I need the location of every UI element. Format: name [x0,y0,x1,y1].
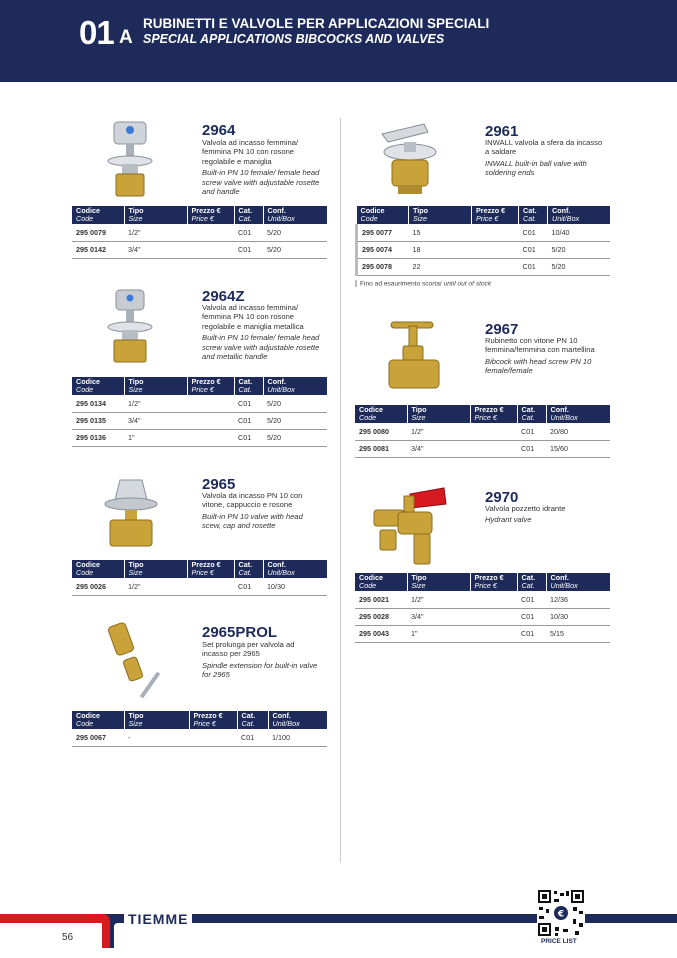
product-code-2965: 2965 [202,476,236,493]
product-table-2965 [72,560,327,596]
table-row: 295 0028 3/4" C01 10/30 [355,608,610,625]
product-code-2967: 2967 [485,321,519,338]
description-it: Valvola ad incasso femmina/ femmina PN 10 con rosone regolabile e maniglia metallica [202,303,304,331]
product-image-2965prol [104,618,172,704]
product-table-2964 [72,206,327,259]
col-cat: Cat. Cat. [234,206,263,224]
table-row: 295 0080 1/2" C01 20/80 [355,423,610,440]
table-row: 295 0079 1/2" C01 5/20 [72,224,327,241]
description-en: Hydrant valve [485,515,532,525]
price-list-label: PRICE LIST [541,938,577,945]
product-image-2964 [100,116,160,202]
description-it: Set prolunga per valvola ad incasso per 2965 [202,640,295,659]
section-number: 01 [79,14,114,51]
description-en: Built-in PN 10 female/ female head screw valve with adjustable rosette and metallic handle [202,333,320,362]
product-table-2967 [355,405,610,458]
qr-code-icon[interactable] [537,889,585,937]
product-image-2970 [370,486,452,570]
table-header: Codice Code Tipo Size Prezzo € Price € Cat. Cat. Conf. Unit/Box [355,405,610,423]
brand-logo: TIEMME [124,911,192,927]
page-header [0,0,677,82]
table-header: Codice Code Tipo Size Prezzo € Price € Cat. Cat. Conf. Unit/Box [357,206,611,224]
product-image-2967 [383,316,447,396]
product-table-2964z [72,377,327,447]
description-it: Valvola ad incasso femmina/ femmina PN 10 con rosone regolabile e maniglia [202,138,299,166]
section-letter: A [119,27,133,48]
table-row: 295 0067 - C01 1/100 [72,729,327,746]
product-code-2970: 2970 [485,489,519,506]
product-code-2961: 2961 [485,123,519,140]
product-description-2965prol [202,640,322,680]
product-image-2964z [100,286,160,370]
description-it: Valvola pozzetto idrante [485,504,566,513]
product-description-2964z [202,303,322,361]
description-en: Spindle extension for built-in valve for 2965 [202,660,318,680]
product-code-2965prol: 2965PROL [202,624,278,641]
table-row: 295 0142 3/4" C01 5/20 [72,241,327,258]
page-number: 56 [62,932,74,943]
table-row: 295 0078 22 C01 5/20 [357,258,611,275]
table-row: 295 0134 1/2" C01 5/20 [72,395,327,412]
page-title-it: RUBINETTI E VALVOLE PER APPLICAZIONI SPECIALI [143,16,490,31]
product-code-2964z: 2964Z [202,288,245,305]
table-row: 295 0021 1/2" C01 12/36 [355,591,610,608]
product-description-2967 [485,336,605,376]
description-it: Rubinetto con vitone PN 10 femmina/femmina con martellina [485,336,595,355]
description-en: INWALL built-in ball valve with soldering ends [485,158,587,178]
svg-text:€: € [557,909,565,920]
table-header: Codice Code Tipo Size Prezzo € Price € Cat. Cat. Conf. Unit/Box [72,377,327,395]
product-description-2970 [485,504,605,525]
table-row: 295 0077 15 C01 10/40 [357,224,611,241]
table-row: 295 0135 3/4" C01 5/20 [72,412,327,429]
table-row: 295 0043 1" C01 5/15 [355,625,610,642]
column-divider [340,118,341,863]
table-row: 295 0136 1" C01 5/20 [72,429,327,446]
product-description-2965 [202,491,322,531]
description-it: INWALL valvola a sfera da incasso a saldare [485,138,603,157]
product-description-2961 [485,138,605,178]
product-code-2964: 2964 [202,122,236,139]
product-table-2970 [355,573,610,643]
col-size: Tipo Size [124,206,187,224]
description-en: Built-in PN 10 valve with head scew, cap and rosette [202,511,303,531]
table-header [72,206,327,224]
description-en: Bibcock with head screw PN 10 female/female [485,356,592,376]
table-row: 295 0081 3/4" C01 15/60 [355,440,610,457]
col-code: Codice Code [72,206,124,224]
table-row: 295 0074 18 C01 5/20 [357,241,611,258]
product-table-2965prol [72,711,327,747]
description-it: Valvola da incasso PN 10 con vitone, cappuccio e rosone [202,491,303,510]
product-description-2964 [202,138,322,196]
product-image-2961 [376,120,444,198]
table-header: Codice Code Tipo Size Prezzo € Price € Cat. Cat. Conf. Unit/Box [72,711,327,729]
brand-pipe-icon [84,914,118,948]
page-title-en: SPECIAL APPLICATIONS BIBCOCKS AND VALVES [143,32,445,46]
stock-note: Fino ad esaurimento scorta/ until out of stock [355,280,491,287]
col-box: Conf. Unit/Box [263,206,327,224]
table-row: 295 0026 1/2" C01 10/30 [72,578,327,595]
note-marker [355,280,357,287]
table-header: Codice Code Tipo Size Prezzo € Price € Cat. Cat. Conf. Unit/Box [355,573,610,591]
col-price: Prezzo € Price € [187,206,234,224]
table-header: Codice Code Tipo Size Prezzo € Price € Cat. Cat. Conf. Unit/Box [72,560,327,578]
product-table-2961 [355,206,610,276]
description-en: Built-in PN 10 female/ female head screw valve with adjustable rosette and handle [202,168,320,197]
product-image-2965 [100,474,162,556]
